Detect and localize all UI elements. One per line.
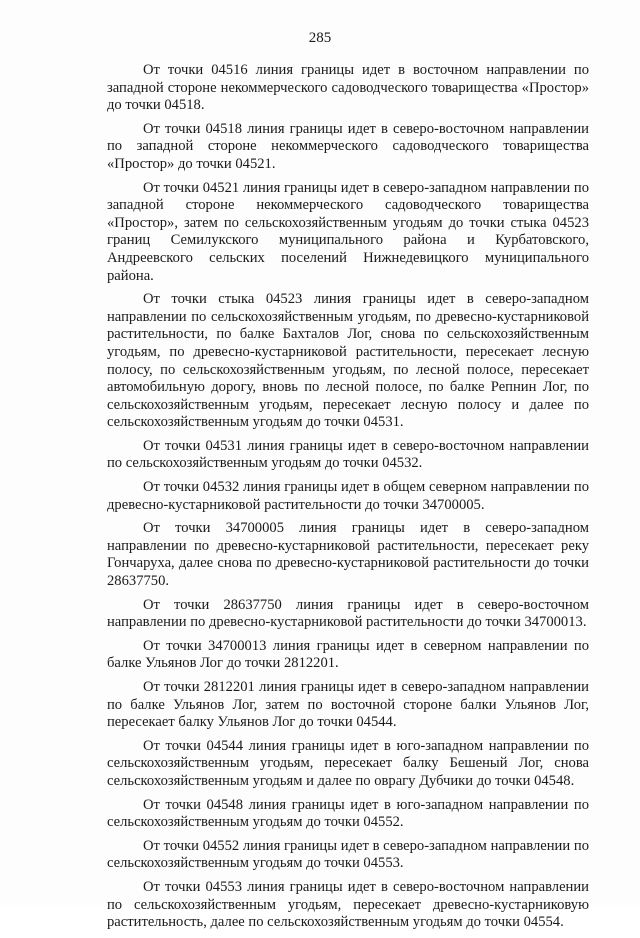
paragraph: От точки 04548 линия границы идет в юго-западном направлении по сельскохозяйственным угодьям до точки 04552. — [107, 796, 589, 831]
paragraph: От точки 04544 линия границы идет в юго-западном направлении по сельскохозяйственным угодьям, пересекает балку Бешеный Лог, снова сельскохозяйственным угодьям и далее по оврагу Дубчики до точки 04548. — [107, 737, 589, 789]
document-body — [107, 62, 589, 938]
paragraph: От точки 04552 линия границы идет в северо-западном направлении по сельскохозяйственным угодьям до точки 04553. — [107, 837, 589, 872]
paragraph: От точки 04532 линия границы идет в общем северном направлении по древесно-кустарниковой растительности до точки 34700005. — [107, 479, 589, 513]
paragraph: От точки 04531 линия границы идет в северо-восточном направлении по сельскохозяйственным угодьям до точки 04532. — [107, 437, 589, 472]
paragraph: От точки 2812201 линия границы идет в северо-западном направлении по балке Ульянов Лог, затем по восточной стороне балки Ульянов Лог, пересекает балку Ульянов Лог до точки 04544. — [107, 679, 589, 731]
paragraph: От точки 04553 линия границы идет в северо-восточном направлении по сельскохозяйственным угодьям, пересекает древесно-кустарниковую растительность, далее по сельскохозяйственным угодьям до точки 04554. — [107, 878, 589, 931]
paragraph: От точки 34700005 линия границы идет в северо-западном направлении по древесно-кустарниковой растительности, пересекает реку Гончаруха, далее снова по древесно-кустарниковой растительности до точки 28637750. — [107, 520, 589, 590]
paragraph: От точки 04521 линия границы идет в северо-западном направлении по западной стороне некоммерческого садоводческого товарищества «Простор», затем по сельскохозяйственным угодьям до точки стыка 04523 границ Семилукского муниципального района и Курбатовского, Андреевского сельских поселений Нижнедевицкого муниципального района. — [107, 179, 589, 284]
paragraph: От точки 04516 линия границы идет в восточном направлении по западной стороне некоммерческого садоводческого товарищества «Простор» до точки 04518. — [107, 62, 589, 114]
page-number: 285 — [308, 30, 332, 46]
paragraph: От точки 28637750 линия границы идет в северо-восточном направлении по древесно-кустарниковой растительности до точки 34700013. — [107, 596, 589, 631]
paragraph: От точки 04518 линия границы идет в северо-восточном направлении по западной стороне некоммерческого садоводческого товарищества «Простор» до точки 04521. — [107, 120, 589, 172]
paragraph: От точки 34700013 линия границы идет в северном направлении по балке Ульянов Лог до точки 2812201. — [107, 637, 589, 672]
paragraph: От точки стыка 04523 линия границы идет в северо-западном направлении по сельскохозяйственным угодьям, по древесно-кустарниковой растительности, по балке Бахталов Лог, снова по сельскохозяйственным угодьям, по древесно-кустарниковой растительности, пересекает лесную полосу, по сельскохозяйственным угодьям, по лесной полосе, пересекает автомобильную дорогу, вновь по лесной полосе, по балке Репнин Лог, по сельскохозяйственным угодьям, пересекает лесную полосу и далее по сельскохозяйственным угодьям до точки 04531. — [107, 291, 589, 431]
